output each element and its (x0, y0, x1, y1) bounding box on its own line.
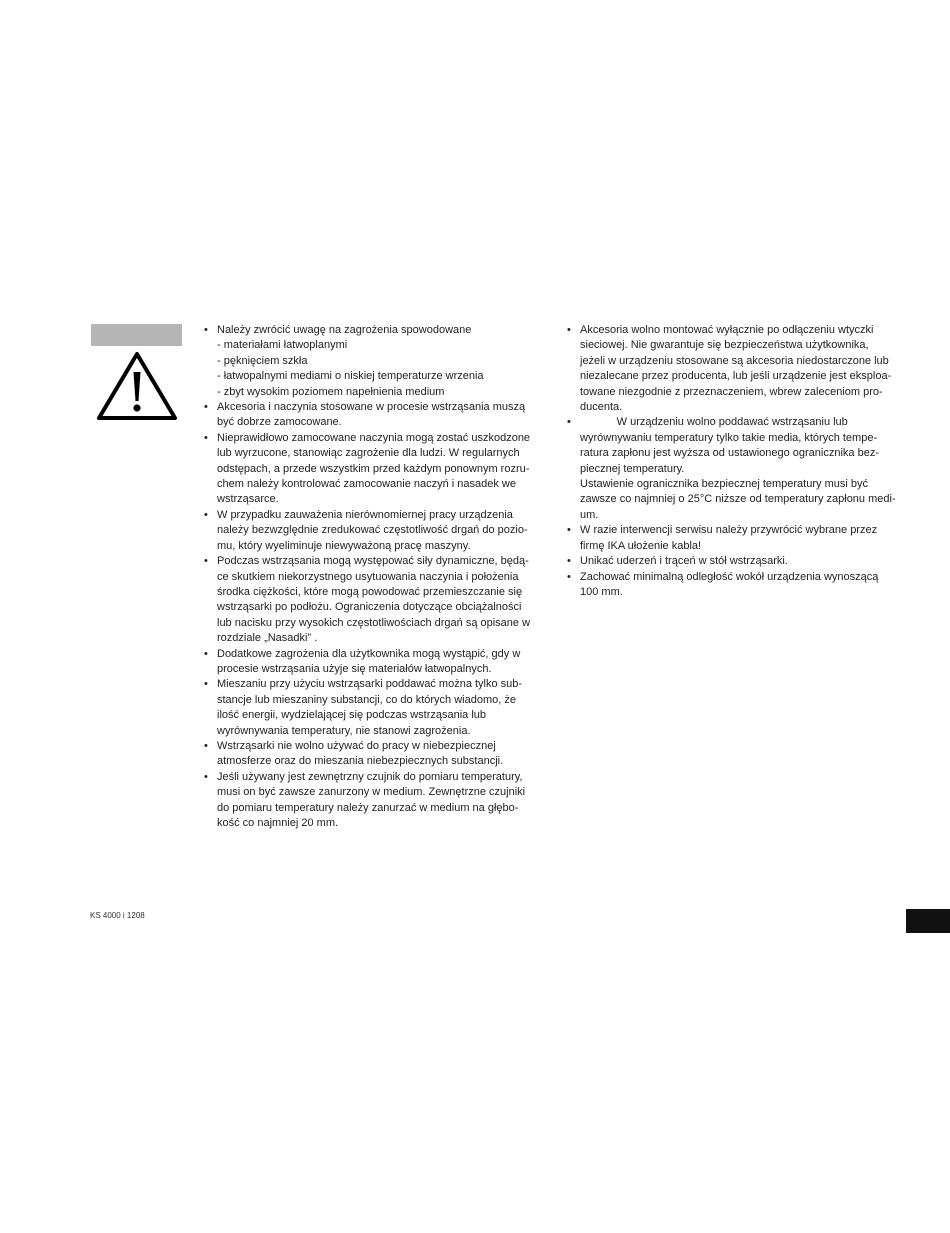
text-line: 100 mm. (580, 585, 623, 598)
text-line: środka ciężkości, które mogą powodować przemieszczanie się (217, 585, 523, 598)
text-line: ducenta. (580, 401, 623, 414)
bullet-icon: • (567, 324, 571, 336)
bullet-icon: • (204, 555, 208, 568)
text-line: W razie interwencji serwisu należy przywrócić wybrane przez (580, 524, 878, 537)
text-line: ilość energii, wydzielającej się podczas wstrząsania lub (217, 709, 487, 722)
text-line: Unikać uderzeń i trąceń w stół wstrząsarki. (580, 555, 788, 568)
bullet-item (204, 554, 549, 646)
text-line: wstrząsarce. (217, 493, 279, 506)
text-line: chem należy kontrolować zamocowanie naczyń i nasadek we (217, 478, 516, 491)
text-line: Mieszaniu przy użyciu wstrząsarki poddawać można tylko sub- (217, 678, 523, 691)
bullet-icon: • (567, 555, 571, 568)
bullet-item (204, 508, 549, 554)
text-line: Należy zwrócić uwagę na zagrożenia spowodowane (217, 324, 472, 336)
text-line: Akcesoria i naczynia stosowane w procesie wstrząsania muszą (217, 401, 526, 414)
text-line: Dodatkowe zagrożenia dla użytkownika mogą wystąpić, gdy w (217, 647, 521, 660)
text-line: um. (580, 508, 599, 521)
bullet-icon: • (204, 647, 208, 660)
bullet-item (204, 431, 549, 508)
text-line: kość co najmniej 20 mm. (217, 817, 339, 829)
bullet-item (567, 523, 912, 554)
page-tab-marker (906, 909, 950, 933)
text-line: - zbyt wysokim poziomem napełnienia medium (217, 385, 445, 398)
text-line: sieciowej. Nie gwarantuje się bezpieczeństwa użytkownika, (580, 339, 869, 352)
bullet-icon: • (204, 739, 208, 752)
text-line: być dobrze zamocowane. (217, 416, 342, 429)
text-line: Akcesoria wolno montować wyłącznie po odłączeniu wtyczki (580, 324, 874, 336)
bullet-icon: • (567, 416, 571, 429)
text-line: odstępach, a przede wszystkim przed każdym ponownym rozru- (217, 462, 530, 475)
bullet-icon: • (567, 570, 571, 583)
text-line: do pomiaru temperatury należy zanurzać w medium na głębo- (217, 801, 519, 814)
text-line: rozdziale „Nasadki” . (217, 632, 318, 645)
text-line: firmę IKA ułożenie kabla! (580, 539, 702, 552)
text-line: Podczas wstrząsania mogą występować siły dynamiczne, będą- (217, 555, 529, 568)
bullet-item (204, 739, 549, 770)
text-line: zawsze co najmniej o 25°C niższe od temperatury zapłonu medi- (580, 493, 896, 506)
text-line: procesie wstrząsania użyje się materiałów łatwopalnych. (217, 662, 492, 675)
bullet-icon: • (204, 431, 208, 444)
text-line: Wstrząsarki nie wolno używać do pracy w niebezpiecznej (217, 739, 496, 752)
text-line: ratura zapłonu jest wyższa od ustawionego ogranicznika bez- (580, 447, 879, 460)
bullet-icon: • (204, 508, 208, 521)
text-line: wyrównywaniu temperatury tylko takie media, których tempe- (580, 431, 878, 444)
bullet-icon: • (567, 524, 571, 537)
text-line: W przypadku zauważenia nierównomiernej pracy urządzenia (217, 508, 513, 521)
text-line: musi on być zawsze zanurzony w medium. Zewnętrzne czujniki (217, 786, 526, 799)
bullet-item (204, 400, 549, 431)
text-line: towane niezgodnie z przeznaczeniem, wbrew zaleceniom pro- (580, 385, 883, 398)
bullet-item (204, 323, 549, 400)
bullet-item (567, 323, 912, 415)
left-column (204, 323, 549, 831)
bullet-item (567, 415, 912, 523)
text-line: niezalecane przez producenta, lub jeśli urządzenie jest eksploa- (580, 370, 892, 383)
bullet-icon: • (204, 401, 208, 414)
warning-banner (91, 324, 182, 346)
bullet-item (567, 554, 912, 569)
text-line: należy bezwzględnie zredukować częstotliwość drgań do pozio- (217, 524, 528, 537)
bullet-icon: • (204, 324, 208, 336)
bullet-icon: • (204, 678, 208, 691)
text-line: jeżeli w urządzeniu stosowane są akcesoria niedostarczone lub (580, 354, 889, 367)
text-line: - pęknięciem szkła (217, 354, 308, 367)
text-line: - łatwopalnymi mediami o niskiej temperaturze wrzenia (217, 370, 484, 383)
model-footer: KS 4000 i 1208 (90, 911, 145, 920)
bullet-item (204, 647, 549, 678)
bullet-icon: • (204, 770, 208, 783)
warning-triangle-icon (95, 350, 179, 422)
text-line: atmosferze oraz do mieszania niebezpiecznych substancji. (217, 755, 504, 768)
bullet-item (204, 770, 549, 832)
text-line: Jeśli używany jest zewnętrzny czujnik do pomiaru temperatury, (217, 770, 523, 783)
bullet-item (204, 677, 549, 739)
text-line: - materiałami łatwoplanymi (217, 339, 348, 352)
text-line: lub nacisku przy wysokich częstotliwościach drgań są opisane w (217, 616, 531, 629)
bullet-item (567, 570, 912, 601)
text-line: stancje lub mieszaniny substancji, co do których wiadomo, że (217, 693, 516, 706)
text-line: ce skutkiem niekorzystnego usytuowania naczynia i położenia (217, 570, 519, 583)
text-line: Zachować minimalną odległość wokół urządzenia wynoszącą (580, 570, 879, 583)
text-line: Nieprawidłowo zamocowane naczynia mogą zostać uszkodzone (217, 431, 531, 444)
text-line: wyrównywania temperatury, nie stanowi zagrożenia. (217, 724, 471, 737)
text-line: lub wyrzucone, stanowiąc zagrożenie dla ludzi. W regularnych (217, 447, 520, 460)
text-line: piecznej temperatury. (580, 462, 685, 475)
text-line: wstrząsarki po podłożu. Ograniczenia dotyczące obciążalności (217, 601, 522, 614)
right-column (567, 323, 912, 600)
text-line: mu, który wyeliminuje niewyważoną pracę maszyny. (217, 539, 471, 552)
text-line: Ustawienie ogranicznika bezpiecznej temperatury musi być (580, 478, 868, 491)
text-line: W urządzeniu wolno poddawać wstrząsaniu lub (580, 416, 848, 429)
